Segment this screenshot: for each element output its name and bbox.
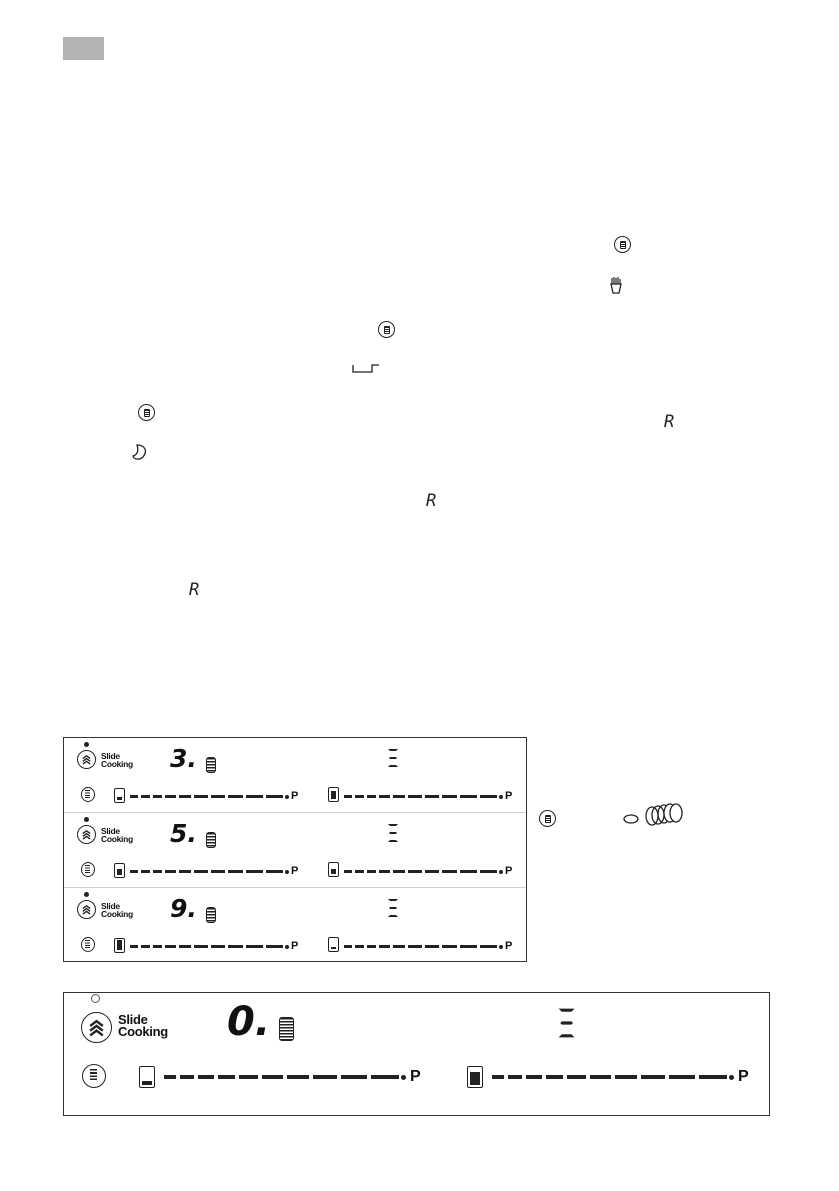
slide-label-line1: Slide: [118, 1012, 148, 1027]
bridge-zone-icon: [614, 236, 631, 253]
power-segment: [480, 870, 497, 873]
bridge-zone-icon: [85, 940, 90, 948]
timer-segment-icon: [557, 1007, 576, 1044]
rear-zone-icon[interactable]: [114, 938, 125, 953]
power-segment: [355, 870, 364, 873]
power-segment: [211, 795, 225, 798]
zone-fill: [117, 797, 122, 800]
chevron-up-icon: [81, 904, 92, 915]
timer-segment-icon: [387, 823, 399, 848]
power-segment: [165, 870, 176, 873]
slide-label-line2: Cooking: [101, 834, 133, 844]
power-segment: [313, 1075, 337, 1079]
power-segment: [460, 795, 476, 798]
power-segment: [393, 870, 405, 873]
power-segment: [194, 795, 207, 798]
rear-zone-icon[interactable]: [139, 1066, 155, 1088]
power-segment: [699, 1075, 727, 1079]
row-divider: [64, 887, 526, 888]
slide-label-line1: Slide: [101, 826, 120, 836]
auto-symbol: R: [189, 580, 200, 600]
zone-fill: [117, 869, 122, 875]
slide-cooking-button[interactable]: [81, 1012, 112, 1043]
power-level-display: 0.: [227, 999, 271, 1045]
bridge-zone-icon: [539, 810, 556, 827]
power-segment: [246, 870, 262, 873]
power-segment: [179, 945, 191, 948]
power-segment: [379, 945, 390, 948]
bridge-button[interactable]: [81, 937, 95, 952]
power-segment: [460, 870, 476, 873]
bridge-button[interactable]: [82, 1064, 106, 1088]
power-segment: [355, 945, 364, 948]
zone-fill: [142, 1081, 152, 1086]
pan-icon: [352, 361, 380, 379]
power-max-label: P: [738, 1068, 749, 1085]
power-segment: [367, 795, 377, 798]
auto-symbol: R: [426, 491, 437, 511]
power-segment: [262, 1075, 283, 1079]
row-divider: [64, 812, 526, 813]
slide-cooking-panel: [63, 737, 527, 962]
auto-symbol: R: [664, 412, 675, 432]
power-segment: [165, 945, 176, 948]
power-segment: [141, 870, 150, 873]
timer-segment-icon: [387, 898, 399, 923]
bridge-zone-icon: [378, 321, 395, 338]
power-max-label: P: [291, 865, 299, 877]
bridge-zone-icon: [85, 790, 90, 798]
power-segment: [130, 945, 138, 948]
zone-fill: [331, 869, 336, 874]
power-segment: [218, 1075, 235, 1079]
power-segment: [526, 1075, 542, 1079]
power-segment: [355, 795, 364, 798]
power-bars-icon: [279, 1017, 294, 1041]
power-bars-icon: [206, 907, 216, 923]
slide-label-line1: Slide: [101, 751, 120, 761]
power-slider[interactable]: [344, 945, 497, 949]
power-end-dot: [285, 945, 289, 949]
power-segment: [153, 795, 163, 798]
rear-zone-icon[interactable]: [114, 788, 125, 803]
power-segment: [194, 945, 207, 948]
front-zone-icon[interactable]: [467, 1066, 483, 1088]
power-segment: [393, 795, 405, 798]
timer-segment-icon: [387, 748, 399, 773]
power-bars-icon: [206, 757, 216, 773]
power-end-dot: [285, 795, 289, 799]
power-segment: [228, 870, 243, 873]
stacked-pans-icon: [622, 803, 684, 834]
power-max-label: P: [410, 1068, 421, 1085]
front-zone-icon[interactable]: [328, 787, 339, 802]
power-segment: [371, 1075, 399, 1079]
power-level-display: 9.: [170, 894, 197, 923]
power-max-label: P: [291, 790, 299, 802]
timer-icon: [131, 443, 149, 466]
power-segment: [492, 1075, 504, 1079]
slide-label-line2: Cooking: [101, 909, 133, 919]
power-end-dot: [499, 795, 503, 799]
zone-fill: [331, 791, 336, 799]
power-end-dot: [401, 1075, 406, 1080]
chevron-up-icon: [87, 1018, 106, 1037]
power-slider[interactable]: [344, 795, 497, 799]
power-segment: [287, 1075, 310, 1079]
zone-fill: [117, 940, 122, 950]
status-dot: [84, 892, 89, 897]
power-segment: [344, 870, 352, 873]
power-slider[interactable]: [130, 870, 283, 874]
rear-zone-icon[interactable]: [114, 863, 125, 878]
power-segment: [425, 870, 439, 873]
power-segment: [266, 795, 283, 798]
power-segment: [615, 1075, 638, 1079]
power-segment: [344, 795, 352, 798]
power-segment: [669, 1075, 695, 1079]
power-end-dot: [499, 945, 503, 949]
power-segment: [179, 795, 191, 798]
power-bars-icon: [206, 832, 216, 848]
power-segment: [165, 795, 176, 798]
slide-cooking-button[interactable]: [77, 750, 96, 769]
front-zone-icon[interactable]: [328, 937, 339, 952]
power-segment: [211, 945, 225, 948]
power-segment: [341, 1075, 367, 1079]
power-segment: [246, 945, 262, 948]
power-segment: [180, 1075, 194, 1079]
power-segment: [408, 795, 421, 798]
power-max-label: P: [505, 940, 513, 952]
power-end-dot: [285, 870, 289, 874]
power-segment: [164, 1075, 176, 1079]
power-segment: [641, 1075, 665, 1079]
status-dot: [84, 742, 89, 747]
power-segment: [367, 945, 377, 948]
power-segment: [425, 945, 439, 948]
power-slider[interactable]: [130, 945, 283, 949]
power-segment: [194, 870, 207, 873]
power-segment: [442, 945, 457, 948]
power-max-label: P: [505, 790, 513, 802]
power-segment: [408, 870, 421, 873]
slide-label-line2: Cooking: [101, 759, 133, 769]
zone-fill: [331, 947, 336, 949]
chevron-up-icon: [81, 829, 92, 840]
power-segment: [480, 945, 497, 948]
header-tab: [63, 37, 104, 60]
power-segment: [442, 795, 457, 798]
power-max-label: P: [505, 865, 513, 877]
power-level-display: 5.: [170, 819, 197, 848]
power-segment: [228, 795, 243, 798]
power-slider[interactable]: [164, 1075, 399, 1079]
status-ring: [91, 994, 100, 1003]
power-segment: [211, 870, 225, 873]
power-slider[interactable]: [130, 795, 283, 799]
power-segment: [546, 1075, 563, 1079]
power-slider[interactable]: [492, 1075, 727, 1079]
power-slider[interactable]: [344, 870, 497, 874]
power-segment: [460, 945, 476, 948]
power-segment: [508, 1075, 522, 1079]
power-segment: [393, 945, 405, 948]
slide-cooking-button[interactable]: [77, 825, 96, 844]
power-end-dot: [729, 1075, 734, 1080]
power-segment: [480, 795, 497, 798]
slide-label-line1: Slide: [101, 901, 120, 911]
power-segment: [153, 945, 163, 948]
power-segment: [567, 1075, 586, 1079]
power-segment: [141, 795, 150, 798]
power-segment: [266, 945, 283, 948]
power-segment: [228, 945, 243, 948]
zone-fill: [470, 1072, 480, 1086]
front-zone-icon[interactable]: [328, 862, 339, 877]
power-segment: [130, 795, 138, 798]
bottom-slide-panel: [63, 992, 770, 1116]
power-level-display: 3.: [170, 744, 197, 773]
bridge-button[interactable]: [81, 787, 95, 802]
status-dot: [84, 817, 89, 822]
bridge-zone-icon: [138, 404, 155, 421]
power-segment: [153, 870, 163, 873]
power-segment: [590, 1075, 611, 1079]
power-end-dot: [499, 870, 503, 874]
power-segment: [246, 795, 262, 798]
power-segment: [344, 945, 352, 948]
power-segment: [130, 870, 138, 873]
power-segment: [408, 945, 421, 948]
slide-label-line2: Cooking: [118, 1024, 168, 1039]
power-segment: [266, 870, 283, 873]
power-segment: [379, 795, 390, 798]
bridge-zone-icon: [85, 865, 90, 873]
fries-icon: [608, 276, 624, 299]
chevron-up-icon: [81, 754, 92, 765]
power-segment: [198, 1075, 214, 1079]
power-segment: [367, 870, 377, 873]
power-segment: [239, 1075, 258, 1079]
power-segment: [442, 870, 457, 873]
power-segment: [379, 870, 390, 873]
bridge-zone-icon: [90, 1069, 97, 1082]
power-segment: [179, 870, 191, 873]
power-segment: [141, 945, 150, 948]
power-max-label: P: [291, 940, 299, 952]
bridge-button[interactable]: [81, 862, 95, 877]
slide-cooking-button[interactable]: [77, 900, 96, 919]
power-segment: [425, 795, 439, 798]
